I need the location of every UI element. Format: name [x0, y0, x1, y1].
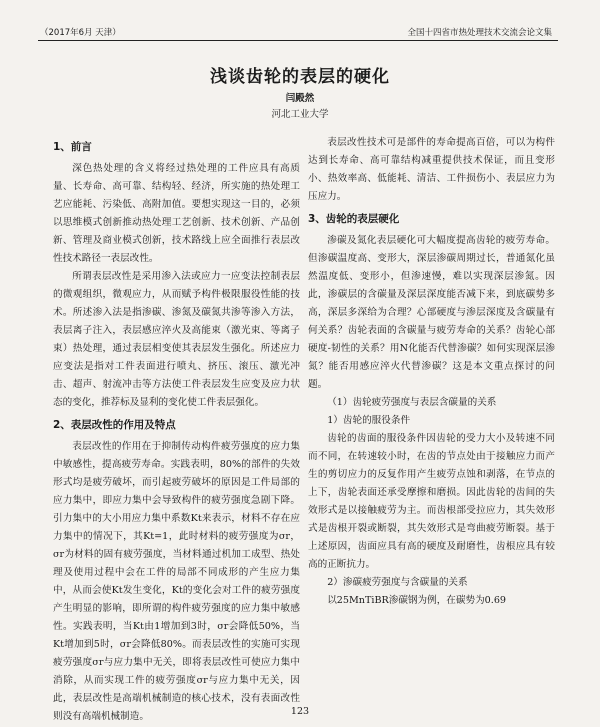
paragraph: 以25MnTiBR渗碳钢为例，在碳势为0.69 [327, 595, 507, 606]
paragraph: 表层改性的作用在于抑制传动构件疲劳强度的应力集中敏感性，提高疲劳寿命。实践表明，80%的部件的失效形式均是疲劳破坏，而引起疲劳破坏的原因是工件局部的应力集中，即应力集中会导致构件的疲劳强度急剧下降。引力集中的大小用应力集中系数Kt来表示，材料不存在应力集中的情况下，其Kt=1，此时材料的疲劳强度为σr，σr为材料的固有疲劳强度，当材料通过机加工成型、热处理及使用过程中会在工件的局部不同成形的产生应力集中，从而会使Kt发生变化，Kt的变化会对工件的疲劳强度产生明显的影响，即所谓的构件疲劳强度的应力集中敏感性。实践表明，当Kt由1增加到3时，σr会降低50%，当Kt增加到5时，σr会降低80%。而表层改性的实施可实现疲劳强度σr与应力集中无关，即将表层改性可使应力集中消除，从而实现工件的疲劳强度σr与应力集中无关，因此，表层改性是高端机械制造的核心技术，没有表面改性则没有高端机械制造。 [53, 441, 300, 722]
paragraph: 渗碳及氮化表层硬化可大幅度提高齿轮的疲劳寿命。但渗碳温度高、变形大，深层渗碳周期过长，普通氮化虽然温度低、变形小，但渗速慢，难以实现深层渗氮。因此，渗碳层的含碳量及深层深度能否减下来，到底碳势多高，深层多深给为合理？心部硬度与渗层深度及含碳量有何关系？齿轮表面的含碳量与疲劳寿命的关系？齿轮心部硬度-韧性的关系？用N化能否代替渗碳？如何实现深层渗氮？能否用感应淬火代替渗碳？这是本文重点探讨的问题。 [308, 235, 555, 390]
page-number: 123 [290, 706, 310, 717]
subsection-heading: （1）齿轮疲劳强度与表层含碳量的关系 [327, 397, 497, 408]
right-column [308, 134, 555, 610]
running-header-right: 全国十四省市热处理技术交流会论文集 [407, 28, 552, 38]
header-rule [38, 40, 558, 41]
section-heading-gear: 3、齿轮的表层硬化 [308, 213, 400, 225]
author-name: 闫殿然 [285, 93, 315, 104]
running-header-left: （2017年6月 天津） [40, 28, 121, 38]
subsubsection-heading: 1）齿轮的服役条件 [327, 415, 411, 426]
paragraph: 所谓表层改性是采用渗入法或应力一应变法控制表层的微观组织，微观应力，从而赋予构件极限服役性能的技术。所述渗入法是指渗碳、渗氮及碳氮共渗等渗入方法，表层离子注入，表层感应淬火及高能束（激光束、等离子束）热处理，通过表层相变使其表层发生强化。所述应力应变法是指对工件表面进行喷丸、挤压、滚压、激光冲击、超声、射流冲击等方法使工件表层发生应变及应力状态的变化，推荐标及显利的变化使工件表层强化。 [53, 271, 300, 408]
subsubsection-heading: 2）渗碳疲劳强度与含碳量的关系 [327, 577, 468, 588]
paper-title: 浅谈齿轮的表层的硬化 [210, 67, 390, 87]
left-column [53, 134, 300, 726]
section-heading-intro: 1、前言 [53, 141, 92, 153]
section-heading-role: 2、表层改性的作用及特点 [53, 419, 176, 431]
paragraph: 表层改性技术可是部件的寿命提高百倍，可以为构件达到长寿命、高可靠结构减重提供技术保证，而且变形小、热效率高、低能耗、清洁、工件损伤小、表层应力为压应力。 [308, 137, 555, 202]
paragraph: 齿轮的齿面的服役条件因齿轮的受力大小及转速不同而不同，在转速较小时，在齿的节点处由于接触应力而产生的剪切应力的反复作用产生疲劳点蚀和剥落，在节点的上下，齿轮表面还承受摩擦和磨损。因此齿轮的齿间的失效形式是以接触疲劳为主。而齿根部受拉应力，其失效形式是齿根开裂或断裂，其失效形式是弯曲疲劳断裂。基于上述原因，齿面应具有高的硬度及耐磨性，齿根应具有较高的正断抗力。 [308, 433, 555, 570]
paragraph: 深色热处理的含义将经过热处理的工件应具有高质量、长寿命、高可靠、结构轻、经济，所实施的热处理工艺应能耗、污染低、高附加值。要想实现这一目的，必须以思维模式创新推动热处理工艺创新、技术创新、产品创新、管理及商业模式创新，技术路线上应全面推行表层改性技术路径一表层改性。 [53, 163, 300, 264]
author-affiliation: 河北工业大学 [271, 109, 329, 120]
